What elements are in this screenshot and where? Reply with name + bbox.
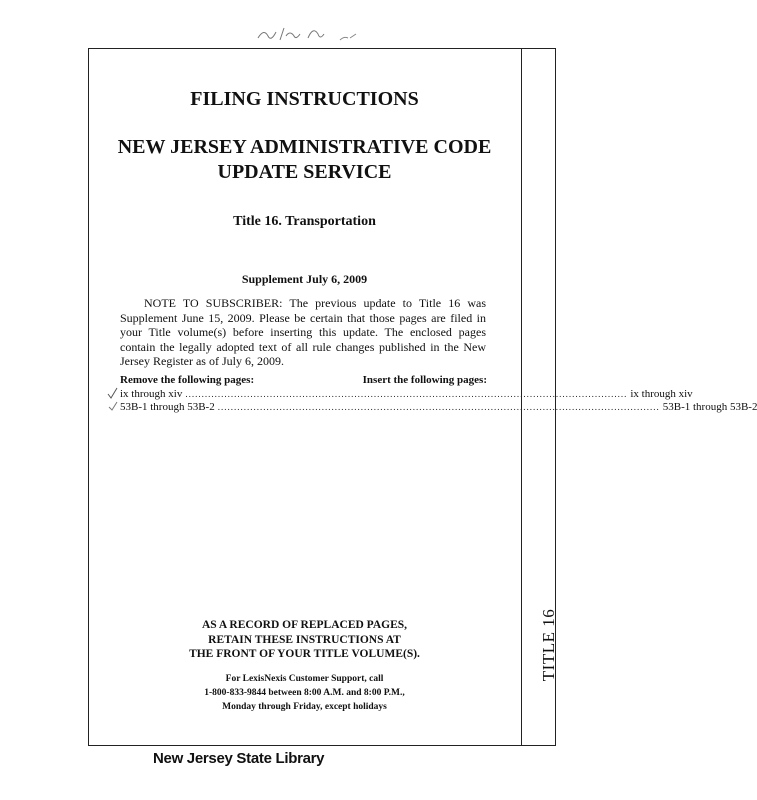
remove-pages-value: ix through xiv: [120, 388, 183, 400]
code-title-line-1: NEW JERSEY ADMINISTRATIVE CODE: [117, 136, 492, 158]
pages-table-header: [120, 374, 487, 388]
dot-leader: ........................................................................................................................................: [185, 389, 628, 399]
record-notice-line-2: RETAIN THESE INSTRUCTIONS AT: [208, 633, 401, 646]
table-row: [120, 401, 757, 414]
library-stamp: New Jersey State Library: [153, 750, 325, 767]
table-row: [120, 388, 693, 401]
title-subject: Title 16. Transportation: [233, 214, 376, 229]
pages-table: [120, 374, 757, 414]
insert-pages-header: Insert the following pages:: [362, 374, 487, 386]
code-title-heading: [88, 135, 521, 185]
title-tab: [539, 600, 559, 690]
support-line-1: For LexisNexis Customer Support, call: [225, 674, 384, 684]
dot-leader: ........................................................................................................................................: [217, 402, 660, 412]
support-line-2: 1-800-833-9844 between 8:00 A.M. and 8:00 P.M.,: [204, 688, 405, 698]
supplement-date: Supplement July 6, 2009: [241, 272, 368, 286]
title-tab-label: TITLE 16: [539, 608, 559, 682]
record-notice-line-1: AS A RECORD OF REPLACED PAGES,: [201, 619, 408, 631]
handwritten-mark: [250, 18, 370, 48]
record-notice: [88, 618, 521, 662]
customer-support-info: [88, 672, 521, 714]
filing-instructions-heading: FILING INSTRUCTIONS: [190, 88, 419, 110]
remove-pages-value: 53B-1 through 53B-2: [120, 401, 215, 413]
support-line-3: Monday through Friday, except holidays: [222, 702, 387, 712]
note-to-subscriber: NOTE TO SUBSCRIBER: The previous update to Title 16 was Supplement June 15, 2009. Please be certain that those pages are filed in your Title volume(s) before inserting this update. The enclosed pages contain the legally adopted text of all rule changes published in the New Jersey Register as of July 6, 2009.: [120, 296, 486, 368]
insert-pages-value: 53B-1 through 53B-2: [662, 401, 757, 413]
code-title-line-2: UPDATE SERVICE: [217, 161, 392, 183]
insert-pages-value: ix through xiv: [630, 388, 693, 400]
check-mark-icon: [106, 386, 120, 412]
record-notice-line-3: THE FRONT OF YOUR TITLE VOLUME(S).: [189, 648, 420, 660]
remove-pages-header: Remove the following pages:: [120, 374, 255, 386]
